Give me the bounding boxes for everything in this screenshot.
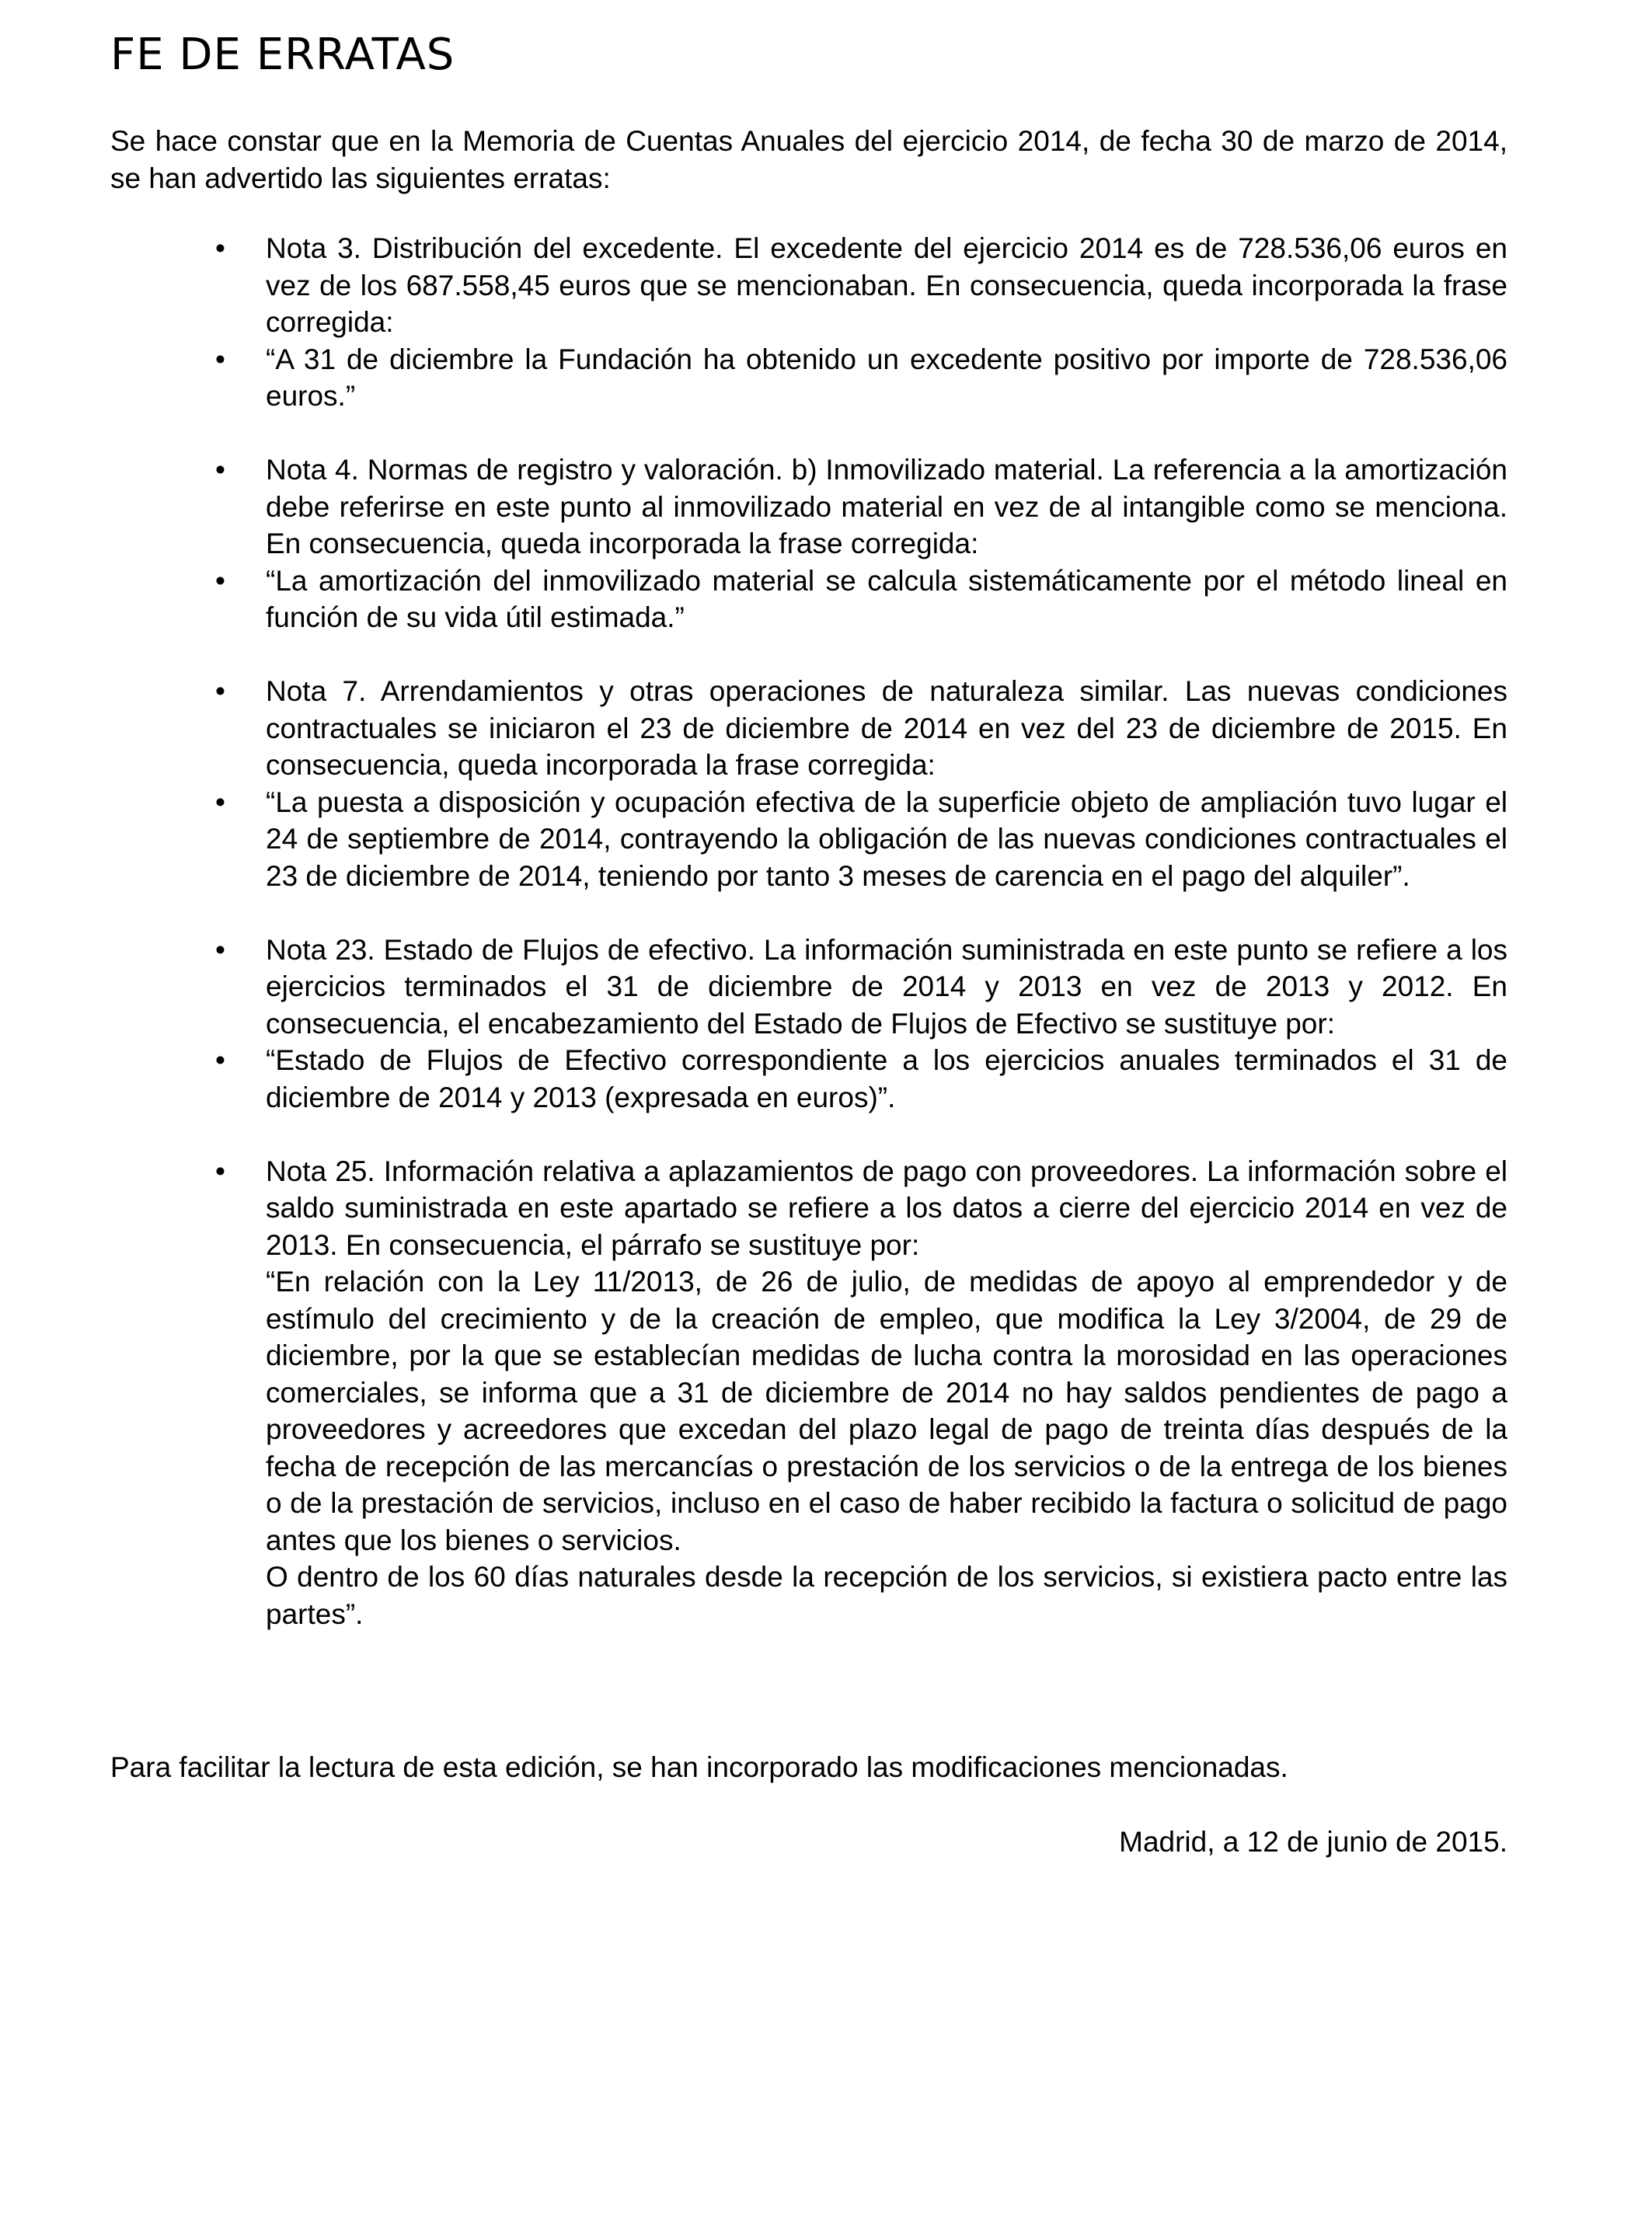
list-spacer bbox=[0, 1116, 1652, 1153]
errata-list bbox=[0, 230, 1652, 1632]
list-item-nota-4-correction bbox=[215, 563, 1507, 636]
list-item-text: “Estado de Flujos de Efectivo correspondiente a los ejercicios anuales terminados el 31 de diciembre de 2014 y 2013 (expresada en euros)”. bbox=[266, 1044, 1507, 1113]
list-item-text: O dentro de los 60 días naturales desde la recepción de los servicios, si existiera pacto entre las partes”. bbox=[266, 1561, 1507, 1630]
bullet-icon: • bbox=[215, 232, 225, 264]
list-item-text: Nota 7. Arrendamientos y otras operaciones de naturaleza similar. Las nuevas condiciones contractuales se iniciaron el 23 de diciembre de 2014 en vez del 23 de diciembre de 2015. En consecuencia, queda incorporada la frase corregida: bbox=[266, 675, 1507, 781]
list-item-nota-23 bbox=[215, 932, 1507, 1043]
list-item-text: Nota 23. Estado de Flujos de efectivo. La información suministrada en este punto se refiere a los ejercicios terminados el 31 de diciembre de 2014 y 2013 en vez de 2013 y 2012. En consecuencia, el encabezamiento del Estado de Flujos de Efectivo se sustituye por: bbox=[266, 933, 1507, 1040]
list-item-nota-25-correction-continued bbox=[266, 1559, 1507, 1632]
closing-paragraph: Para facilitar la lectura de esta edición, se han incorporado las modificaciones mencionadas. bbox=[110, 1751, 1288, 1783]
place-date-signoff: Madrid, a 12 de junio de 2015. bbox=[1119, 1826, 1507, 1858]
list-item-nota-3 bbox=[215, 230, 1507, 341]
list-item-text: Nota 3. Distribución del excedente. El excedente del ejercicio 2014 es de 728.536,06 euros en vez de los 687.558,45 euros que se mencionaban. En consecuencia, queda incorporada la frase corregida: bbox=[266, 232, 1507, 338]
list-item-nota-23-correction bbox=[215, 1042, 1507, 1116]
list-item-nota-7 bbox=[215, 673, 1507, 784]
list-spacer bbox=[0, 636, 1652, 674]
list-item-nota-4 bbox=[215, 451, 1507, 563]
bullet-icon: • bbox=[215, 1044, 225, 1076]
bullet-icon: • bbox=[215, 343, 225, 375]
list-item-text: “En relación con la Ley 11/2013, de 26 de julio, de medidas de apoyo al emprendedor y de estímulo del crecimiento y de la creación de empleo, que modifica la Ley 3/2004, de 29 de diciembre, por la que se establecían medidas de lucha contra la morosidad en las operaciones comerciales, se informa que a 31 de diciembre de 2014 no hay saldos pendientes de pago a proveedores y acreedores que excedan del plazo legal de pago de treinta días después de la fecha de recepción de las mercancías o prestación de los servicios o de la entrega de los bienes o de la prestación de servicios, incluso en el caso de haber recibido la factura o solicitud de pago antes que los bienes o servicios. bbox=[266, 1266, 1507, 1556]
list-item-nota-25-correction bbox=[266, 1263, 1507, 1559]
list-item-text: Nota 25. Información relativa a aplazamientos de pago con proveedores. La información sobre el saldo suministrada en este apartado se refiere a los datos a cierre del ejercicio 2014 en vez de 2013. En consecuencia, el párrafo se sustituye por: bbox=[266, 1155, 1507, 1261]
list-item-text: “A 31 de diciembre la Fundación ha obtenido un excedente positivo por importe de 728.536,06 euros.” bbox=[266, 343, 1507, 412]
intro-paragraph: Se hace constar que en la Memoria de Cuentas Anuales del ejercicio 2014, de fecha 30 de marzo de 2014, se han advertido las siguientes erratas: bbox=[110, 125, 1507, 194]
list-item-text: “La amortización del inmovilizado material se calcula sistemáticamente por el método lineal en función de su vida útil estimada.” bbox=[266, 564, 1507, 633]
list-item-text: Nota 4. Normas de registro y valoración. b) Inmovilizado material. La referencia a la amortización debe referirse en este punto al inmovilizado material en vez de al intangible como se menciona. En consecuencia, queda incorporada la frase corregida: bbox=[266, 454, 1507, 559]
bullet-icon: • bbox=[215, 1155, 225, 1187]
bullet-icon: • bbox=[215, 675, 225, 707]
document-title: FE DE ERRATAS bbox=[110, 30, 455, 80]
list-item-nota-25 bbox=[215, 1153, 1507, 1264]
list-spacer bbox=[0, 415, 1652, 452]
list-item-nota-3-correction bbox=[215, 341, 1507, 415]
bullet-icon: • bbox=[215, 454, 225, 486]
list-item-text: “La puesta a disposición y ocupación efectiva de la superficie objeto de ampliación tuvo lugar el 24 de septiembre de 2014, contrayendo la obligación de las nuevas condiciones contractuales el 23 de diciembre de 2014, teniendo por tanto 3 meses de carencia en el pago del alquiler”. bbox=[266, 786, 1507, 892]
list-item-nota-7-correction bbox=[215, 784, 1507, 895]
bullet-icon: • bbox=[215, 564, 225, 597]
bullet-icon: • bbox=[215, 786, 225, 818]
list-spacer bbox=[0, 894, 1652, 932]
bullet-icon: • bbox=[215, 933, 225, 966]
